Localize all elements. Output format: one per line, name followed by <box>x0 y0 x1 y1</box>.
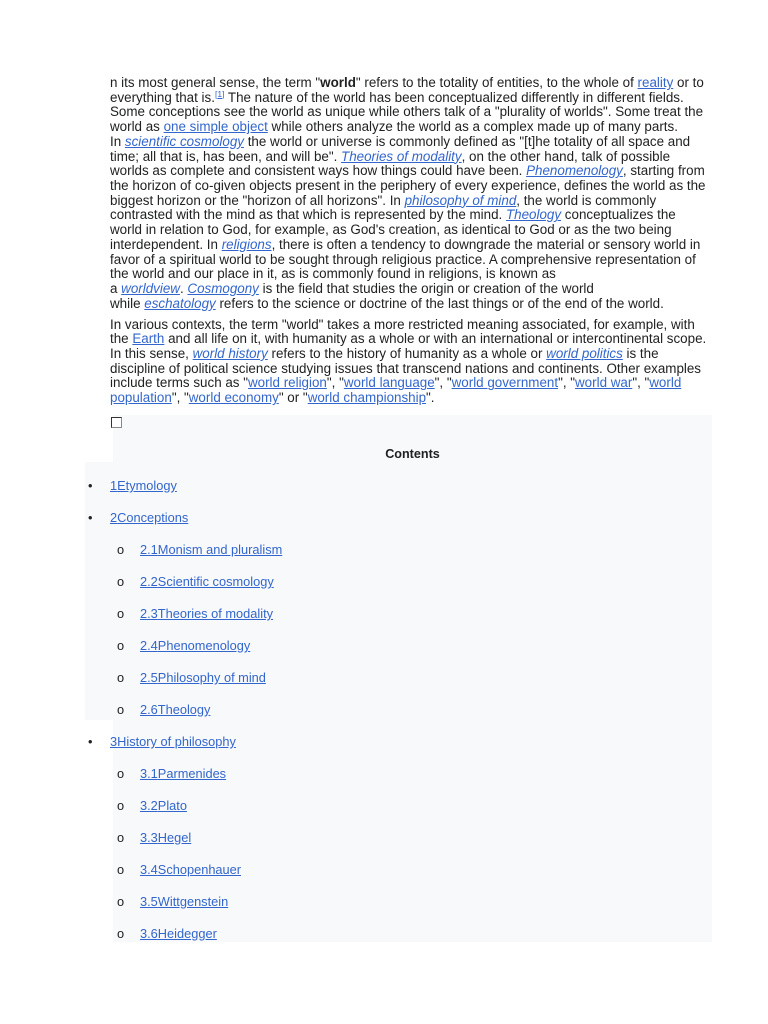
link-worldview[interactable]: worldview <box>121 281 180 297</box>
bullet-icon <box>88 726 92 758</box>
toc-title: Contents <box>385 447 440 461</box>
toc-label: Theology <box>157 702 211 717</box>
article-paragraph <box>110 76 706 312</box>
toc-label: Conceptions <box>117 510 189 525</box>
link-world[interactable]: world <box>649 375 682 391</box>
toc-label: Plato <box>157 798 187 813</box>
sub-bullet-icon <box>117 886 124 918</box>
link-world-history[interactable]: world history <box>192 345 268 361</box>
text-line <box>110 76 706 91</box>
toc-number: 2 <box>110 510 118 525</box>
toc-label: Schopenhauer <box>157 862 242 877</box>
text-line <box>110 253 706 268</box>
toc-label: Philosophy of mind <box>157 670 266 685</box>
toc-item-theories-of-modality <box>0 598 712 630</box>
citation-link[interactable]: [1] <box>214 88 225 99</box>
paragraph-text: the horizon of co-given objects present in the periphery of every experience, defines the world as the <box>110 178 706 194</box>
article-body <box>110 76 706 412</box>
toc-item-theology <box>0 694 712 726</box>
text-line <box>110 282 706 297</box>
text-line <box>110 297 706 312</box>
paragraph-text: favor of a spiritual world to be sought through religious practice. A comprehensive representation of <box>110 251 696 267</box>
paragraph-text: time; all that is, has been, and will be". <box>110 148 342 164</box>
toc-item-schopenhauer <box>0 854 712 886</box>
toc-label: Theories of modality <box>157 606 274 621</box>
link-eschatology[interactable]: eschatology <box>144 295 216 311</box>
paragraph-text: ", " <box>558 375 576 391</box>
toc-number: 2.4 <box>140 638 158 653</box>
toc-label: Wittgenstein <box>157 894 229 909</box>
toc-item-hegel <box>0 822 712 854</box>
text-line <box>110 164 706 179</box>
paragraph-text: n its most general sense, the term " <box>110 75 321 90</box>
toc-label: Etymology <box>117 478 177 493</box>
paragraph-text: ", " <box>434 375 452 391</box>
link-world-championship[interactable]: world championship <box>307 390 427 406</box>
text-line <box>110 194 706 209</box>
paragraph-text: discipline of political science studying issues that transcend nations and continents. Other examples <box>110 360 702 376</box>
article-paragraph <box>110 318 706 406</box>
text-line <box>110 347 706 362</box>
link-reality[interactable]: reality <box>637 75 674 90</box>
bullet-icon <box>88 470 92 502</box>
link-phenomenology[interactable]: Phenomenology <box>526 163 623 179</box>
link-world-politics[interactable]: world politics <box>546 345 623 361</box>
link-theories-of-modality[interactable]: Theories of modality <box>341 148 462 164</box>
toc-number: 2.3 <box>140 606 158 621</box>
toc-link-hegel[interactable] <box>140 822 191 854</box>
toc-label: Scientific cosmology <box>157 574 274 589</box>
toc-link-phenomenology[interactable] <box>140 630 250 662</box>
link-earth[interactable]: Earth <box>132 331 165 347</box>
paragraph-text: , on the other hand, talk of possible <box>461 148 671 164</box>
paragraph-text: the world and our place in it, as is commonly found in religions, is known as <box>110 266 556 282</box>
sub-bullet-icon <box>117 854 124 886</box>
text-line <box>110 120 706 135</box>
text-line <box>110 376 706 391</box>
toc-item-history-of-philosophy <box>0 726 712 758</box>
paragraph-text: " refers to the totality of entities, to the whole of <box>355 75 638 90</box>
toc-number: 2.5 <box>140 670 158 685</box>
sub-bullet-icon <box>117 822 124 854</box>
toc-label: Phenomenology <box>157 638 251 653</box>
link-population[interactable]: population <box>110 390 172 406</box>
sub-bullet-icon <box>117 630 124 662</box>
toc-number: 3.3 <box>140 830 158 845</box>
paragraph-text: , the world is commonly <box>516 192 657 208</box>
paragraph-text: the <box>110 331 133 347</box>
paragraph-text: is the <box>622 345 659 361</box>
paragraph-text: ". <box>426 390 435 406</box>
toc-link-conceptions[interactable] <box>110 502 188 534</box>
paragraph-text: ", " <box>171 390 189 406</box>
paragraph-text: is the field that studies the origin or creation of the world <box>258 281 594 297</box>
toc-item-monism-and-pluralism <box>0 534 712 566</box>
paragraph-text: worlds as complete and consistent ways how things could have been. <box>110 163 527 179</box>
text-line <box>110 391 706 406</box>
paragraph-text: refers to the science or doctrine of the last things or of the end of the world. <box>215 295 664 311</box>
toc-link-scientific-cosmology[interactable] <box>140 566 274 598</box>
toc-number: 2.1 <box>140 542 158 557</box>
paragraph-text: world in relation to God, for example, as God's creation, as identical to God or as the two being <box>110 222 672 238</box>
toc-item-heidegger <box>0 918 712 950</box>
link-scientific-cosmology[interactable]: scientific cosmology <box>124 133 244 149</box>
toc-link-etymology[interactable] <box>110 470 177 502</box>
link-theology[interactable]: Theology <box>505 207 562 223</box>
toc-number: 3.1 <box>140 766 158 781</box>
toc-number: 2.6 <box>140 702 158 717</box>
paragraph-text: everything that is. <box>110 89 215 105</box>
paragraph-text: interdependent. In <box>110 236 222 252</box>
toc-link-parmenides[interactable] <box>140 758 226 790</box>
toc-toggle-checkbox-icon[interactable] <box>111 417 122 428</box>
paragraph-text: , there is often a tendency to downgrade the material or sensory world in <box>271 236 701 252</box>
paragraph-text: In this sense, <box>110 345 193 361</box>
toc-number: 3.4 <box>140 862 158 877</box>
paragraph-text: while <box>110 295 145 311</box>
toc-link-monism-and-pluralism[interactable] <box>140 534 282 566</box>
text-line <box>110 135 706 150</box>
paragraph-text: while others analyze the world as a complex made up of many parts. <box>267 119 678 135</box>
paragraph-text: ", " <box>632 375 650 391</box>
link-world-economy[interactable]: world economy <box>188 390 279 406</box>
toc-label: Heidegger <box>157 926 217 941</box>
paragraph-text: . <box>179 281 188 297</box>
text-line <box>110 208 706 223</box>
link-one-simple-object[interactable]: one simple object <box>163 119 268 135</box>
paragraph-text: include terms such as " <box>110 375 248 391</box>
paragraph-text: conceptualizes the <box>561 207 676 223</box>
paragraph-text: In <box>110 133 125 149</box>
text-line <box>110 223 706 238</box>
paragraph-text: the world or universe is commonly defined as "[t]he totality of all space and <box>243 133 691 149</box>
toc-list <box>0 470 768 950</box>
toc-link-plato[interactable] <box>140 790 187 822</box>
text-line <box>110 105 706 120</box>
paragraph-text: and all life on it, with humanity as a whole or with an international or intercontinental scope. <box>164 331 707 347</box>
sub-bullet-icon <box>117 694 124 726</box>
toc-item-conceptions <box>0 502 712 534</box>
toc-item-phenomenology <box>0 630 712 662</box>
paragraph-text: The nature of the world has been conceptualized differently in different fields. <box>224 89 684 105</box>
toc-label: Parmenides <box>157 766 227 781</box>
toc-item-philosophy-of-mind <box>0 662 712 694</box>
toc-item-plato <box>0 790 712 822</box>
sub-bullet-icon <box>117 790 124 822</box>
toc-item-etymology <box>0 470 712 502</box>
sub-bullet-icon <box>117 598 124 630</box>
text-line <box>110 150 706 165</box>
sub-bullet-icon <box>117 662 124 694</box>
text-line <box>110 362 706 377</box>
paragraph-text: or to <box>673 75 704 90</box>
toc-link-history-of-philosophy[interactable] <box>110 726 236 758</box>
link-philosophy-of-mind[interactable]: philosophy of mind <box>404 192 517 208</box>
toc-label: Monism and pluralism <box>157 542 283 557</box>
text-line <box>110 332 706 347</box>
sub-bullet-icon <box>117 566 124 598</box>
link-world-war[interactable]: world war <box>575 375 633 391</box>
toc-item-scientific-cosmology <box>0 566 712 598</box>
toc-item-wittgenstein <box>0 886 712 918</box>
paragraph-text: a <box>110 281 122 297</box>
toc-number: 3.2 <box>140 798 158 813</box>
sub-bullet-icon <box>117 534 124 566</box>
toc-number: 3 <box>110 734 118 749</box>
paragraph-text: In various contexts, the term "world" takes a more restricted meaning associated, for example, with <box>110 316 695 332</box>
text-line <box>110 318 706 333</box>
toc-link-wittgenstein[interactable] <box>140 886 228 918</box>
toc-number: 1 <box>110 478 118 493</box>
sub-bullet-icon <box>117 758 124 790</box>
bold-term: world <box>320 75 356 90</box>
paragraph-text: biggest horizon or the "horizon of all horizons". In <box>110 192 405 208</box>
paragraph-text: " or " <box>278 390 308 406</box>
toc-item-parmenides <box>0 758 712 790</box>
toc-link-heidegger[interactable] <box>140 918 217 950</box>
link-world-religion[interactable]: world religion <box>247 375 327 391</box>
paragraph-text: world as <box>110 119 164 135</box>
paragraph-text: , starting from <box>622 163 705 179</box>
toc-number: 3.5 <box>140 894 158 909</box>
toc-link-theology[interactable] <box>140 694 210 726</box>
toc-link-theories-of-modality[interactable] <box>140 598 273 630</box>
paragraph-text: ", " <box>326 375 344 391</box>
text-line <box>110 267 706 282</box>
toc-link-philosophy-of-mind[interactable] <box>140 662 266 694</box>
paragraph-text: refers to the history of humanity as a whole or <box>267 345 547 361</box>
toc-link-schopenhauer[interactable] <box>140 854 241 886</box>
link-cosmogony[interactable]: Cosmogony <box>187 281 259 297</box>
text-line <box>110 238 706 253</box>
link-world-language[interactable]: world language <box>343 375 435 391</box>
toc-number: 2.2 <box>140 574 158 589</box>
link-religions[interactable]: religions <box>221 236 272 252</box>
bullet-icon <box>88 502 92 534</box>
toc-label: Hegel <box>157 830 192 845</box>
text-line <box>110 179 706 194</box>
paragraph-text: contrasted with the mind as that which is represented by the mind. <box>110 207 506 223</box>
toc-number: 3.6 <box>140 926 158 941</box>
link-world-government[interactable]: world government <box>451 375 559 391</box>
sub-bullet-icon <box>117 918 124 950</box>
paragraph-text: Some conceptions see the world as unique while others talk of a "plurality of worlds". Some treat the <box>110 104 704 120</box>
toc-label: History of philosophy <box>117 734 236 749</box>
text-line <box>110 88 706 106</box>
